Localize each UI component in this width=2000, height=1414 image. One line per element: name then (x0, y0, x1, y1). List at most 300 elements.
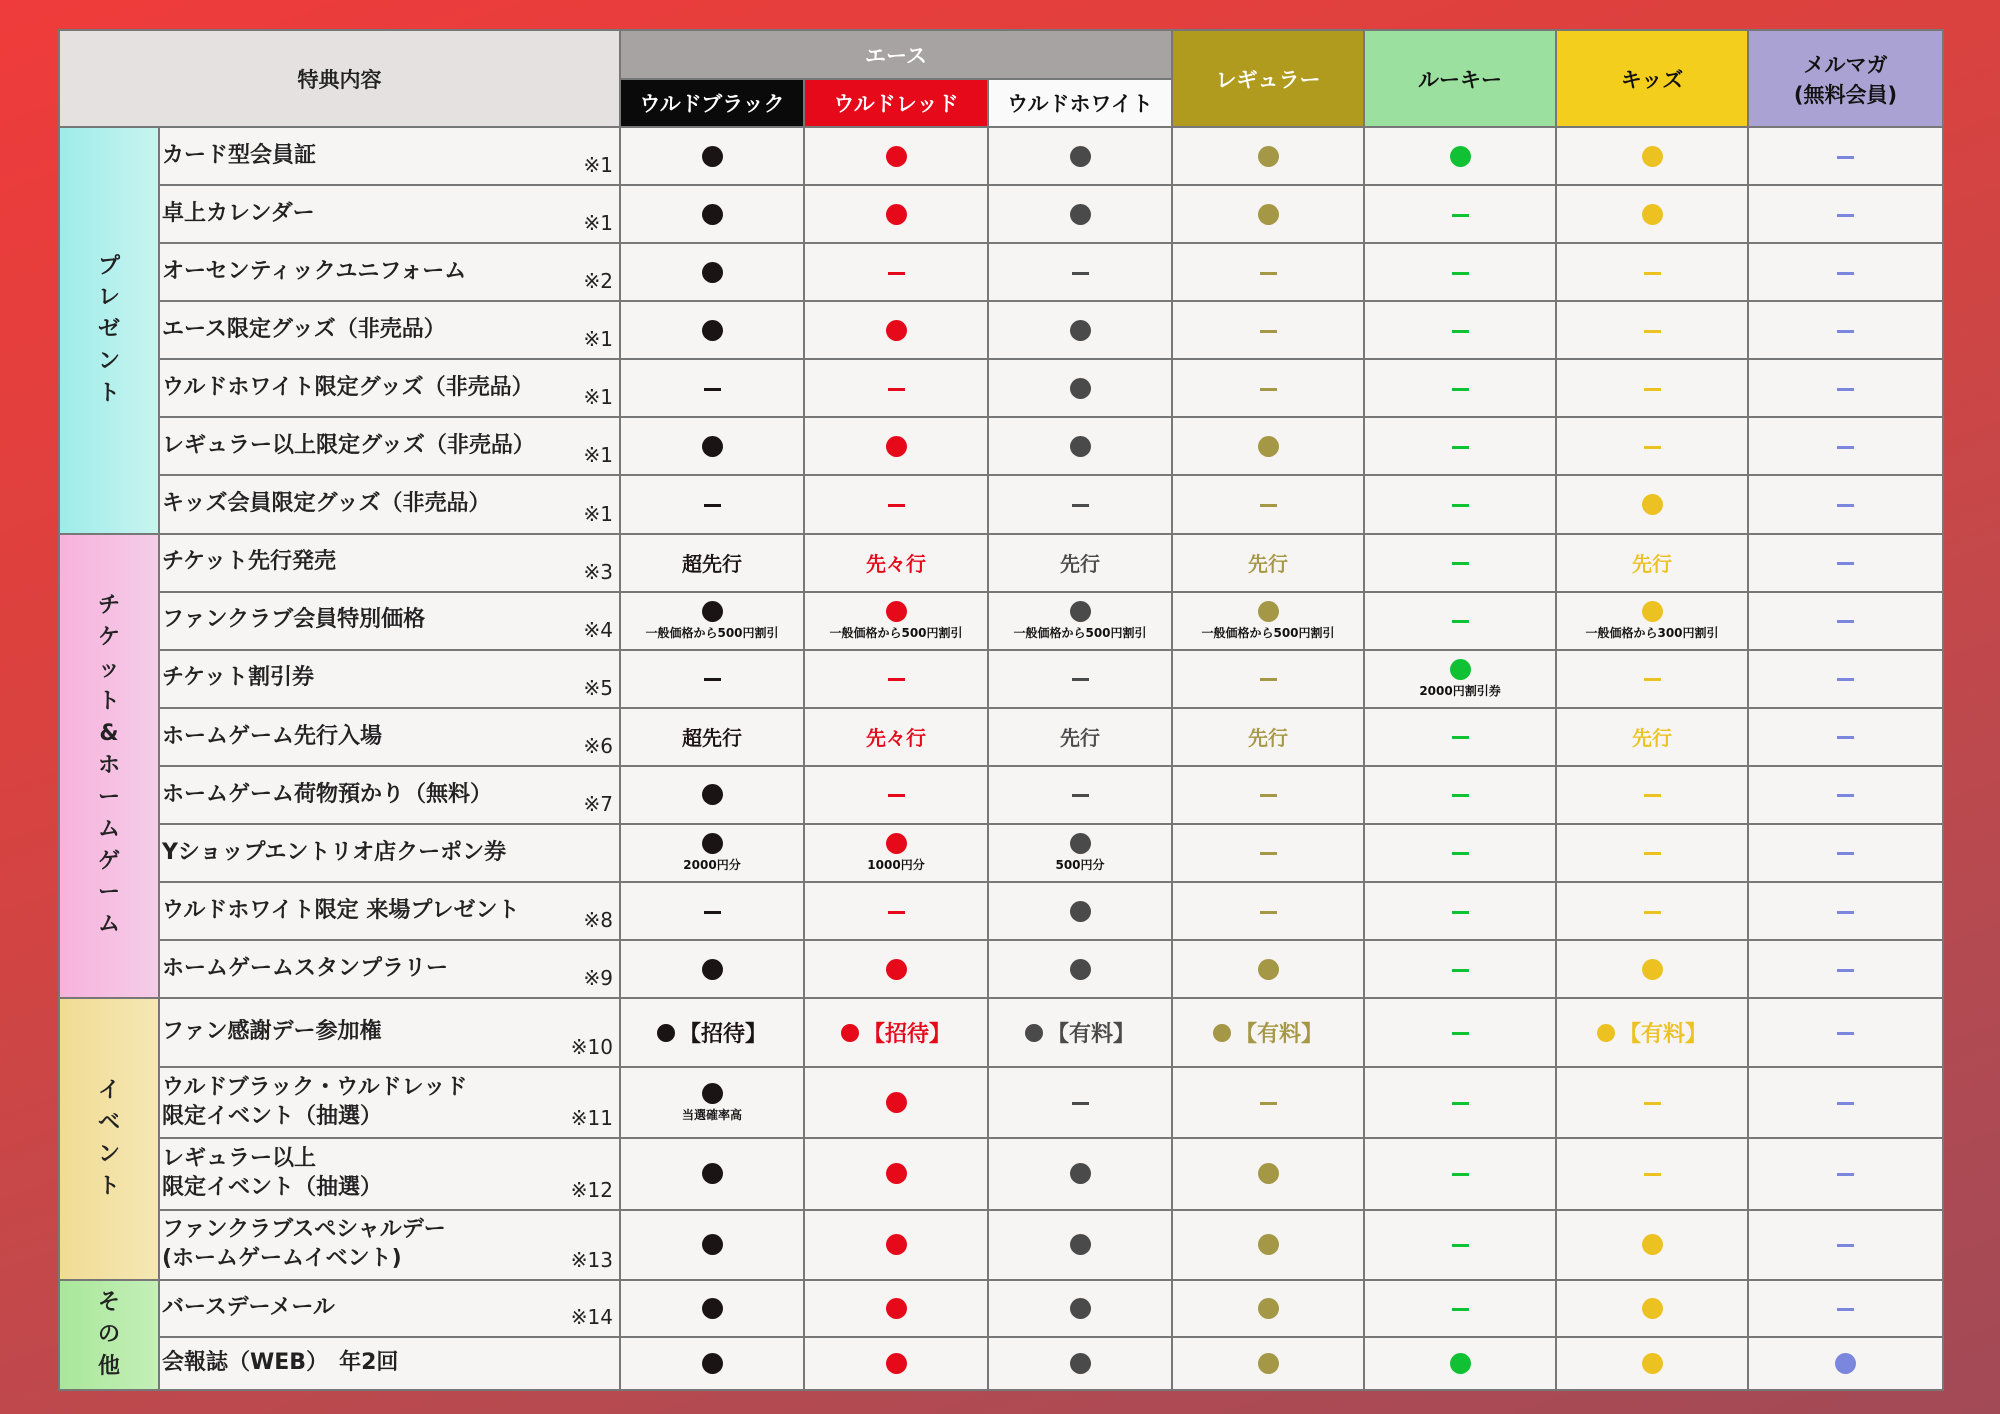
cell-white (988, 1067, 1172, 1138)
available-dot-icon (1258, 1353, 1279, 1374)
footnote-mark: ※3 (583, 559, 613, 584)
available-dot-icon (1450, 1353, 1471, 1374)
cell-rookie (1364, 824, 1556, 882)
cell-regular (1172, 417, 1364, 475)
cell-rookie (1364, 417, 1556, 475)
cell-regular (1172, 301, 1364, 359)
not-available-dash-icon (1452, 620, 1469, 623)
available-dot-icon (1258, 959, 1279, 980)
benefit-item (159, 650, 620, 708)
not-available-dash-icon (888, 504, 905, 507)
cell-regular (1172, 824, 1364, 882)
benefit-item-label: バースデーメール (162, 1294, 335, 1320)
not-available-dash-icon (1452, 388, 1469, 391)
footnote-mark: ※1 (583, 211, 613, 236)
available-dot-icon (1258, 436, 1279, 457)
cell-value: 先行 (1632, 726, 1673, 751)
cell-rookie (1364, 940, 1556, 998)
not-available-dash-icon (1837, 794, 1854, 797)
cell-regular (1172, 882, 1364, 940)
cell-note: 一般価格から300円割引 (1585, 625, 1719, 640)
cell-black (620, 185, 804, 243)
available-dot-icon (886, 833, 907, 854)
footnote-mark: ※2 (583, 269, 613, 294)
cell-value: 先行 (1060, 726, 1100, 751)
available-dot-icon (886, 1092, 907, 1113)
not-available-dash-icon (1260, 852, 1277, 855)
available-dot-icon (1070, 601, 1091, 622)
cell-black (620, 1337, 804, 1390)
cell-value: 先々行 (866, 726, 926, 751)
cell-note: 1000円分 (867, 857, 925, 872)
benefit-item (159, 1280, 620, 1337)
footnote-mark: ※7 (583, 791, 613, 816)
footnote-mark: ※1 (583, 153, 613, 178)
not-available-dash-icon (1452, 1032, 1469, 1035)
category-char: レ (97, 285, 120, 311)
not-available-dash-icon (1452, 1173, 1469, 1176)
cell-rookie (1364, 708, 1556, 766)
footnote-mark: ※13 (570, 1247, 613, 1272)
not-available-dash-icon (1452, 911, 1469, 914)
available-dot-icon (886, 1353, 907, 1374)
cell-value: 先行 (1248, 726, 1289, 751)
cell-kids (1556, 882, 1748, 940)
cell-kids (1556, 998, 1748, 1067)
cell-black (620, 940, 804, 998)
not-available-dash-icon (1644, 794, 1661, 797)
cell-rookie (1364, 1337, 1556, 1390)
cell-mail (1748, 534, 1943, 592)
not-available-dash-icon (1452, 852, 1469, 855)
benefit-item-label: エース限定グッズ（非売品） (162, 316, 446, 342)
not-available-dash-icon (1260, 1102, 1277, 1105)
not-available-dash-icon (1837, 388, 1854, 391)
table-row (59, 127, 1943, 185)
benefit-item (159, 1138, 620, 1209)
table-row (59, 592, 1943, 650)
category-char: ト (97, 381, 120, 407)
cell-red (804, 592, 988, 650)
cell-white (988, 1138, 1172, 1209)
available-dot-icon (1070, 833, 1091, 854)
cell-value: 【招待】 (862, 1022, 951, 1048)
benefit-item-label: ウルドブラック・ウルドレッド (162, 1075, 468, 1101)
available-dot-icon (886, 204, 907, 225)
cell-regular (1172, 127, 1364, 185)
cell-note: 一般価格から500円割引 (645, 625, 779, 640)
not-available-dash-icon (1837, 736, 1854, 739)
header-uld-red: ウルドレッド (804, 79, 988, 127)
footnote-mark: ※11 (570, 1106, 613, 1131)
not-available-dash-icon (704, 678, 721, 681)
footnote-mark: ※1 (583, 443, 613, 468)
not-available-dash-icon (888, 272, 905, 275)
category-char: ケ (97, 625, 120, 651)
benefit-item (159, 766, 620, 824)
not-available-dash-icon (1837, 1173, 1854, 1176)
category-char: ン (97, 1141, 120, 1167)
cell-regular (1172, 708, 1364, 766)
cell-mail (1748, 1337, 1943, 1390)
cell-red (804, 940, 988, 998)
not-available-dash-icon (1260, 911, 1277, 914)
cell-white (988, 301, 1172, 359)
not-available-dash-icon (1072, 504, 1089, 507)
category-char: ト (97, 689, 120, 715)
table-row (59, 1280, 1943, 1337)
benefit-item (159, 882, 620, 940)
category-other (59, 1280, 159, 1390)
cell-value-group (657, 1017, 767, 1048)
not-available-dash-icon (1644, 678, 1661, 681)
cell-black (620, 475, 804, 533)
cell-regular (1172, 1067, 1364, 1138)
cell-kids (1556, 534, 1748, 592)
cell-rookie (1364, 1138, 1556, 1209)
cell-red (804, 359, 988, 417)
available-dot-icon (1258, 1234, 1279, 1255)
cell-white (988, 998, 1172, 1067)
benefit-rows (59, 127, 1943, 1390)
cell-white (988, 708, 1172, 766)
benefit-item-label: 会報誌（WEB） 年2回 (162, 1350, 399, 1376)
benefit-item (159, 998, 620, 1067)
cell-regular (1172, 592, 1364, 650)
available-dot-icon (1642, 959, 1663, 980)
available-dot-icon (702, 959, 723, 980)
not-available-dash-icon (1837, 272, 1854, 275)
not-available-dash-icon (1452, 1244, 1469, 1247)
cell-kids (1556, 1067, 1748, 1138)
available-dot-icon (1642, 1353, 1663, 1374)
cell-white (988, 824, 1172, 882)
cell-black (620, 998, 804, 1067)
available-dot-icon (886, 146, 907, 167)
not-available-dash-icon (1837, 1032, 1854, 1035)
cell-kids (1556, 1280, 1748, 1337)
cell-kids (1556, 359, 1748, 417)
not-available-dash-icon (1644, 911, 1661, 914)
available-dot-icon (1070, 146, 1091, 167)
cell-kids (1556, 824, 1748, 882)
available-dot-icon (1070, 320, 1091, 341)
cell-rookie (1364, 1280, 1556, 1337)
not-available-dash-icon (1260, 504, 1277, 507)
cell-kids (1556, 417, 1748, 475)
category-char: イ (97, 1078, 120, 1104)
cell-kids (1556, 766, 1748, 824)
cell-black (620, 708, 804, 766)
benefit-item-label: ウルドホワイト限定グッズ（非売品） (162, 375, 534, 401)
cell-rookie (1364, 1210, 1556, 1280)
cell-red (804, 1067, 988, 1138)
category-char: ン (97, 349, 120, 375)
cell-white (988, 185, 1172, 243)
cell-rookie (1364, 592, 1556, 650)
not-available-dash-icon (1837, 969, 1854, 972)
not-available-dash-icon (1644, 330, 1661, 333)
header-regular: レギュラー (1172, 30, 1364, 127)
available-dot-icon (702, 1298, 723, 1319)
cell-regular (1172, 1210, 1364, 1280)
not-available-dash-icon (1837, 562, 1854, 565)
table-row (59, 1210, 1943, 1280)
not-available-dash-icon (1837, 678, 1854, 681)
cell-red (804, 1280, 988, 1337)
not-available-dash-icon (1837, 504, 1854, 507)
category-char: ゲ (97, 848, 120, 874)
not-available-dash-icon (1837, 214, 1854, 217)
cell-red (804, 1210, 988, 1280)
cell-red (804, 882, 988, 940)
cell-value-group (1597, 1017, 1707, 1048)
cell-black (620, 592, 804, 650)
available-dot-icon (1258, 146, 1279, 167)
benefit-item (159, 824, 620, 882)
available-dot-icon (1070, 436, 1091, 457)
benefit-item-label: レギュラー以上限定グッズ（非売品） (162, 433, 535, 459)
table-row (59, 650, 1943, 708)
benefit-item (159, 475, 620, 533)
cell-regular (1172, 1280, 1364, 1337)
benefit-item (159, 1067, 620, 1138)
footnote-mark: ※14 (570, 1304, 613, 1329)
cell-black (620, 534, 804, 592)
benefit-item-label: キッズ会員限定グッズ（非売品） (162, 491, 491, 517)
available-dot-icon (702, 1234, 723, 1255)
category-char: プ (97, 253, 120, 279)
table-row (59, 940, 1943, 998)
category-char: & (99, 721, 119, 747)
cell-black (620, 127, 804, 185)
table-row (59, 708, 1943, 766)
benefit-item (159, 1337, 620, 1390)
cell-kids (1556, 940, 1748, 998)
category-char: ー (97, 784, 120, 810)
available-dot-icon (1258, 1298, 1279, 1319)
cell-value: 先行 (1632, 552, 1673, 577)
cell-white (988, 882, 1172, 940)
cell-note: 一般価格から500円割引 (829, 625, 963, 640)
available-dot-icon (1025, 1024, 1043, 1042)
cell-value: 先行 (1248, 552, 1289, 577)
cell-value: 先行 (1060, 552, 1100, 577)
not-available-dash-icon (1644, 1102, 1661, 1105)
available-dot-icon (886, 1234, 907, 1255)
not-available-dash-icon (1452, 214, 1469, 217)
benefit-item-label: 限定イベント（抽選） (162, 1103, 383, 1129)
benefit-item-label: チケット割引券 (162, 665, 315, 691)
cell-mail (1748, 475, 1943, 533)
table-row (59, 1138, 1943, 1209)
available-dot-icon (1070, 1298, 1091, 1319)
cell-black (620, 1210, 804, 1280)
not-available-dash-icon (1837, 446, 1854, 449)
available-dot-icon (886, 601, 907, 622)
footnote-mark: ※6 (583, 733, 613, 758)
not-available-dash-icon (1837, 852, 1854, 855)
cell-regular (1172, 359, 1364, 417)
cell-mail (1748, 650, 1943, 708)
cell-rookie (1364, 359, 1556, 417)
table-row (59, 1067, 1943, 1138)
cell-mail (1748, 1067, 1943, 1138)
not-available-dash-icon (1452, 794, 1469, 797)
table-row (59, 359, 1943, 417)
cell-regular (1172, 1337, 1364, 1390)
cell-note: 当選確率高 (681, 1107, 742, 1122)
cell-rookie (1364, 475, 1556, 533)
benefit-table (58, 29, 1944, 1391)
cell-red (804, 475, 988, 533)
not-available-dash-icon (704, 504, 721, 507)
cell-white (988, 592, 1172, 650)
header-uld-black: ウルドブラック (620, 79, 804, 127)
cell-kids (1556, 1210, 1748, 1280)
cell-white (988, 766, 1172, 824)
not-available-dash-icon (1452, 1102, 1469, 1105)
category-char: の (97, 1321, 120, 1347)
cell-note: 2000円割引券 (1419, 683, 1501, 698)
not-available-dash-icon (1837, 620, 1854, 623)
cell-red (804, 417, 988, 475)
table-row (59, 824, 1943, 882)
available-dot-icon (1213, 1024, 1231, 1042)
table-row (59, 185, 1943, 243)
cell-value: 超先行 (682, 552, 742, 577)
not-available-dash-icon (1072, 1102, 1089, 1105)
cell-mail (1748, 766, 1943, 824)
available-dot-icon (1070, 959, 1091, 980)
cell-mail (1748, 243, 1943, 301)
available-dot-icon (886, 320, 907, 341)
cell-red (804, 185, 988, 243)
cell-kids (1556, 1337, 1748, 1390)
cell-red (804, 301, 988, 359)
available-dot-icon (1642, 494, 1663, 515)
benefit-item-label: 限定イベント（抽選） (162, 1174, 383, 1200)
table-row (59, 1337, 1943, 1390)
available-dot-icon (1642, 601, 1663, 622)
cell-rookie (1364, 998, 1556, 1067)
benefit-item-label: オーセンティックユニフォーム (162, 258, 467, 284)
table-row (59, 998, 1943, 1067)
table-row (59, 301, 1943, 359)
cell-regular (1172, 766, 1364, 824)
available-dot-icon (1835, 1353, 1856, 1374)
not-available-dash-icon (1837, 1102, 1854, 1105)
header-mailmag-line2: (無料会員) (1793, 82, 1898, 107)
not-available-dash-icon (1837, 156, 1854, 159)
not-available-dash-icon (1837, 1244, 1854, 1247)
footnote-mark: ※5 (583, 675, 613, 700)
not-available-dash-icon (1644, 1173, 1661, 1176)
benefit-item (159, 417, 620, 475)
not-available-dash-icon (704, 388, 721, 391)
not-available-dash-icon (1072, 678, 1089, 681)
cell-note: 一般価格から500円割引 (1201, 625, 1335, 640)
available-dot-icon (1070, 1163, 1091, 1184)
cell-regular (1172, 534, 1364, 592)
benefit-item-label: (ホームゲームイベント) (162, 1245, 402, 1271)
category-char: ホ (97, 752, 120, 778)
available-dot-icon (702, 320, 723, 341)
cell-mail (1748, 417, 1943, 475)
cell-value: 超先行 (682, 726, 742, 751)
table-row (59, 475, 1943, 533)
category-char: ト (97, 1173, 120, 1199)
footnote-mark: ※1 (583, 327, 613, 352)
cell-black (620, 417, 804, 475)
header-rookie: ルーキー (1364, 30, 1556, 127)
category-present (59, 127, 159, 534)
cell-mail (1748, 1210, 1943, 1280)
available-dot-icon (886, 959, 907, 980)
cell-mail (1748, 1138, 1943, 1209)
cell-value: 【有料】 (1619, 1022, 1708, 1048)
cell-value: 【招待】 (678, 1022, 767, 1048)
cell-black (620, 1067, 804, 1138)
footnote-mark: ※9 (583, 966, 613, 991)
header-mailmag-line1: メルマガ (1803, 52, 1888, 77)
benefit-item-label: ホームゲーム荷物預かり（無料） (162, 781, 493, 807)
cell-value-group (1025, 1017, 1135, 1048)
not-available-dash-icon (1072, 794, 1089, 797)
header-uld-white: ウルドホワイト (988, 79, 1172, 127)
not-available-dash-icon (888, 911, 905, 914)
available-dot-icon (886, 1163, 907, 1184)
table-row (59, 882, 1943, 940)
cell-white (988, 534, 1172, 592)
available-dot-icon (702, 784, 723, 805)
cell-red (804, 1138, 988, 1209)
cell-white (988, 417, 1172, 475)
cell-red (804, 708, 988, 766)
available-dot-icon (1258, 1163, 1279, 1184)
not-available-dash-icon (1260, 330, 1277, 333)
benefit-item (159, 1210, 620, 1280)
cell-red (804, 243, 988, 301)
not-available-dash-icon (704, 911, 721, 914)
cell-red (804, 650, 988, 708)
not-available-dash-icon (1072, 272, 1089, 275)
available-dot-icon (702, 146, 723, 167)
benefit-item (159, 534, 620, 592)
not-available-dash-icon (1644, 852, 1661, 855)
not-available-dash-icon (1837, 911, 1854, 914)
footnote-mark: ※10 (570, 1035, 613, 1060)
cell-rookie (1364, 243, 1556, 301)
not-available-dash-icon (888, 678, 905, 681)
available-dot-icon (1070, 378, 1091, 399)
available-dot-icon (1258, 601, 1279, 622)
not-available-dash-icon (1837, 1308, 1854, 1311)
cell-black (620, 824, 804, 882)
cell-black (620, 1138, 804, 1209)
cell-kids (1556, 185, 1748, 243)
not-available-dash-icon (1452, 504, 1469, 507)
cell-kids (1556, 301, 1748, 359)
benefit-item-label: レギュラー以上 (162, 1146, 317, 1172)
cell-black (620, 650, 804, 708)
cell-kids (1556, 1138, 1748, 1209)
cell-rookie (1364, 127, 1556, 185)
cell-regular (1172, 998, 1364, 1067)
cell-white (988, 1210, 1172, 1280)
header-ace: エース (620, 30, 1172, 79)
benefit-item (159, 127, 620, 185)
